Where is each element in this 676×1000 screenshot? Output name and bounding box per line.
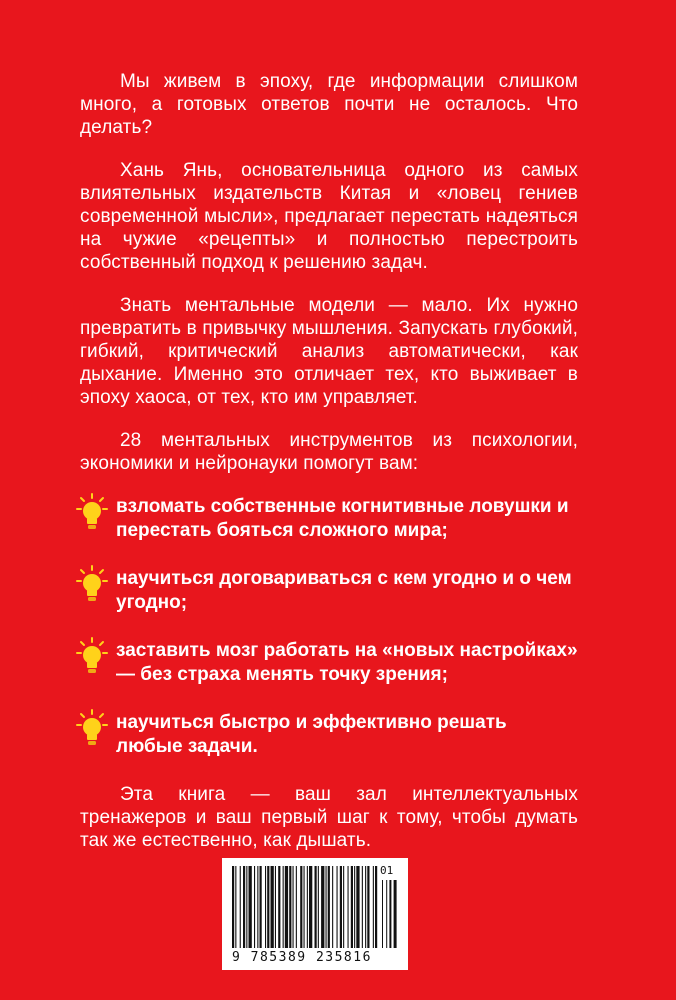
lightbulb-icon bbox=[76, 637, 108, 677]
barcode-bar bbox=[283, 866, 284, 948]
lightbulb-icon bbox=[76, 493, 108, 533]
paragraph-models: Знать ментальные модели — мало. Их нужно превратить в привычку мышления. Запускать глубокий, гибкий, критический анализ автоматически, как дыхание. Именно это отличает тех, кто выживает в эпоху хаоса, от тех, кто им управляет. bbox=[80, 295, 578, 408]
benefit-text: взломать собственные когнитивные ловушки и перестать бояться сложного мира; bbox=[116, 496, 569, 541]
barcode-bar bbox=[343, 866, 344, 948]
barcode-bar bbox=[289, 866, 291, 948]
paragraph-author: Хань Янь, основательница одного из самых влиятельных издательств Китая и «ловец гениев современной мысли», предлагает перестать надеяться на чужие «рецепты» и полностью перестроить собственный подход к решению задач. bbox=[80, 160, 578, 273]
barcode-addon: 01 bbox=[380, 864, 394, 877]
barcode-digits: 9 785389 235816 bbox=[232, 950, 372, 965]
barcode-bar bbox=[249, 866, 252, 948]
barcode-bar bbox=[326, 866, 327, 948]
barcode-bar bbox=[332, 866, 333, 948]
barcode-bar bbox=[278, 866, 280, 948]
paragraph-closing: Эта книга — ваш зал интеллектуальных тренажеров и ваш первый шаг к тому, чтобы думать так же естественно, как дышать. bbox=[80, 784, 578, 851]
barcode-bar bbox=[246, 866, 247, 948]
benefit-item bbox=[76, 567, 578, 615]
lightbulb-icon bbox=[76, 565, 108, 605]
barcode-bar bbox=[375, 866, 377, 948]
barcode-addon-bar bbox=[382, 880, 383, 948]
barcode-bar bbox=[367, 866, 369, 948]
lightbulb-icon bbox=[76, 709, 108, 749]
benefit-text: научиться быстро и эффективно решать любые задачи. bbox=[116, 712, 507, 757]
barcode-bar bbox=[365, 866, 366, 948]
barcode-bars bbox=[232, 866, 398, 952]
barcode-bar bbox=[337, 866, 338, 948]
barcode bbox=[222, 858, 408, 970]
barcode-bar bbox=[275, 866, 276, 948]
barcode-bar bbox=[304, 866, 305, 948]
barcode-bar bbox=[254, 866, 255, 948]
barcode-bar bbox=[328, 866, 330, 948]
barcode-bar bbox=[315, 866, 317, 948]
barcode-bar bbox=[356, 866, 359, 948]
barcode-bar bbox=[285, 866, 288, 948]
benefit-text: заставить мозг работать на «новых настройках» — без страха менять точку зрения; bbox=[116, 640, 578, 685]
barcode-bar bbox=[373, 866, 374, 948]
barcode-bar bbox=[307, 866, 308, 948]
barcode-addon-bar bbox=[394, 880, 397, 948]
benefit-item bbox=[76, 639, 578, 687]
barcode-bar bbox=[260, 866, 262, 948]
barcode-bar bbox=[267, 866, 269, 948]
barcode-bar bbox=[271, 866, 274, 948]
barcode-bar bbox=[354, 866, 355, 948]
barcode-bar bbox=[265, 866, 266, 948]
paragraph-tools: 28 ментальных инструментов из психологии, экономики и нейронауки помогут вам: bbox=[80, 430, 578, 474]
back-cover-text bbox=[80, 70, 578, 872]
barcode-bar bbox=[309, 866, 312, 948]
barcode-bar bbox=[232, 866, 234, 948]
barcode-bar bbox=[240, 866, 241, 948]
barcode-addon-bar bbox=[386, 880, 387, 948]
barcode-bar bbox=[321, 866, 324, 948]
barcode-bar bbox=[293, 866, 294, 948]
benefits-list bbox=[76, 495, 578, 759]
barcode-bar bbox=[257, 866, 258, 948]
barcode-bar bbox=[318, 866, 319, 948]
benefit-item bbox=[76, 711, 578, 759]
barcode-bar bbox=[362, 866, 363, 948]
benefit-item bbox=[76, 495, 578, 543]
barcode-addon-bar bbox=[389, 880, 391, 948]
barcode-bar bbox=[351, 866, 353, 948]
benefit-text: научиться договариваться с кем угодно и о чем угодно; bbox=[116, 568, 572, 613]
barcode-bar bbox=[243, 866, 245, 948]
barcode-bar bbox=[340, 866, 342, 948]
barcode-bar bbox=[235, 866, 236, 948]
barcode-bar bbox=[296, 866, 297, 948]
barcode-bar bbox=[348, 866, 349, 948]
barcode-bar bbox=[300, 866, 302, 948]
paragraph-intro: Мы живем в эпоху, где информации слишком много, а готовых ответов почти не осталось. Что делать? bbox=[80, 71, 578, 138]
